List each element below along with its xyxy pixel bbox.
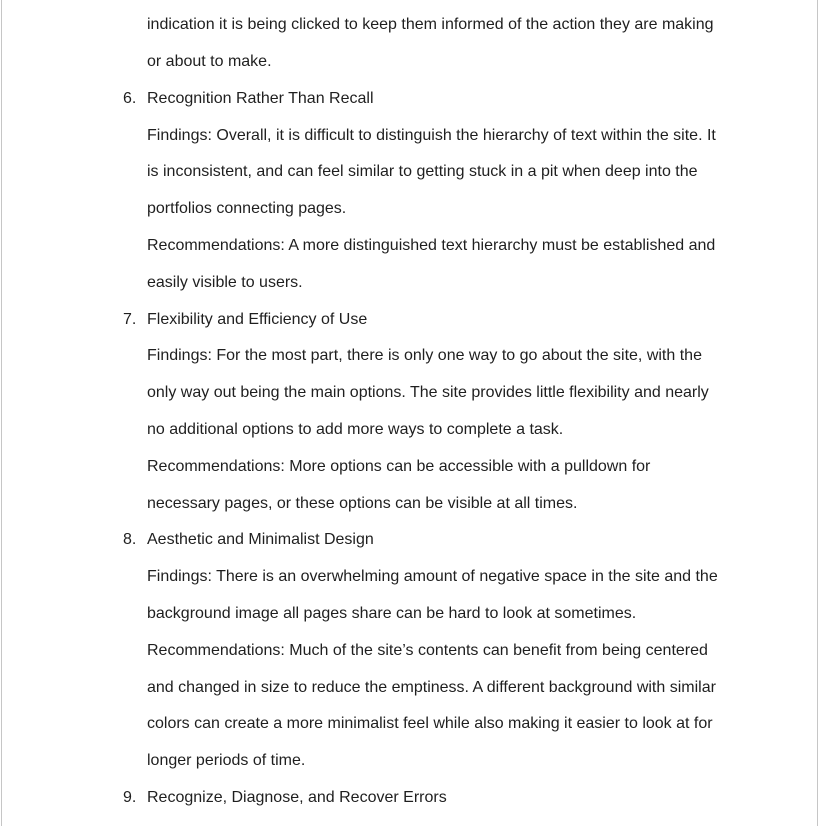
findings-line: no additional options to add more ways to complete a task. bbox=[147, 421, 564, 438]
heading: Aesthetic and Minimalist Design bbox=[147, 531, 374, 548]
recommendations-line: Recommendations: Much of the site’s contents can benefit from being centered bbox=[147, 642, 708, 659]
paragraph-line: indication it is being clicked to keep them informed of the action they are making bbox=[147, 16, 714, 33]
heading: Recognize, Diagnose, and Recover Errors bbox=[147, 789, 447, 806]
recommendations-line: and changed in size to reduce the emptiness. A different background with similar bbox=[147, 679, 716, 696]
paragraph-line: or about to make. bbox=[147, 53, 272, 70]
findings-line: Findings: For the most part, there is only one way to go about the site, with the bbox=[147, 347, 702, 364]
findings-line: only way out being the main options. The site provides little flexibility and nearly bbox=[147, 384, 709, 401]
heading: Flexibility and Efficiency of Use bbox=[147, 311, 368, 328]
recommendations-line: colors can create a more minimalist feel while also making it easier to look at for bbox=[147, 715, 713, 732]
findings-line: portfolios connecting pages. bbox=[147, 200, 347, 217]
findings-line: Findings: Overall, it is difficult to distinguish the hierarchy of text within the site. It bbox=[147, 127, 716, 144]
list-number: 9. bbox=[123, 789, 137, 806]
list-number: 7. bbox=[123, 311, 137, 328]
findings-line: Findings: There is an overwhelming amount of negative space in the site and the bbox=[147, 568, 718, 585]
recommendations-line: Recommendations: More options can be accessible with a pulldown for bbox=[147, 458, 651, 475]
list-number: 8. bbox=[123, 531, 137, 548]
recommendations-line: necessary pages, or these options can be visible at all times. bbox=[147, 495, 578, 512]
heading: Recognition Rather Than Recall bbox=[147, 90, 374, 107]
list-number: 6. bbox=[123, 90, 137, 107]
findings-line: background image all pages share can be hard to look at sometimes. bbox=[147, 605, 637, 622]
recommendations-line: easily visible to users. bbox=[147, 274, 303, 291]
document-page bbox=[1, 0, 818, 826]
recommendations-line: Recommendations: A more distinguished text hierarchy must be established and bbox=[147, 237, 716, 254]
findings-line: is inconsistent, and can feel similar to getting stuck in a pit when deep into the bbox=[147, 163, 698, 180]
recommendations-line: longer periods of time. bbox=[147, 752, 306, 769]
